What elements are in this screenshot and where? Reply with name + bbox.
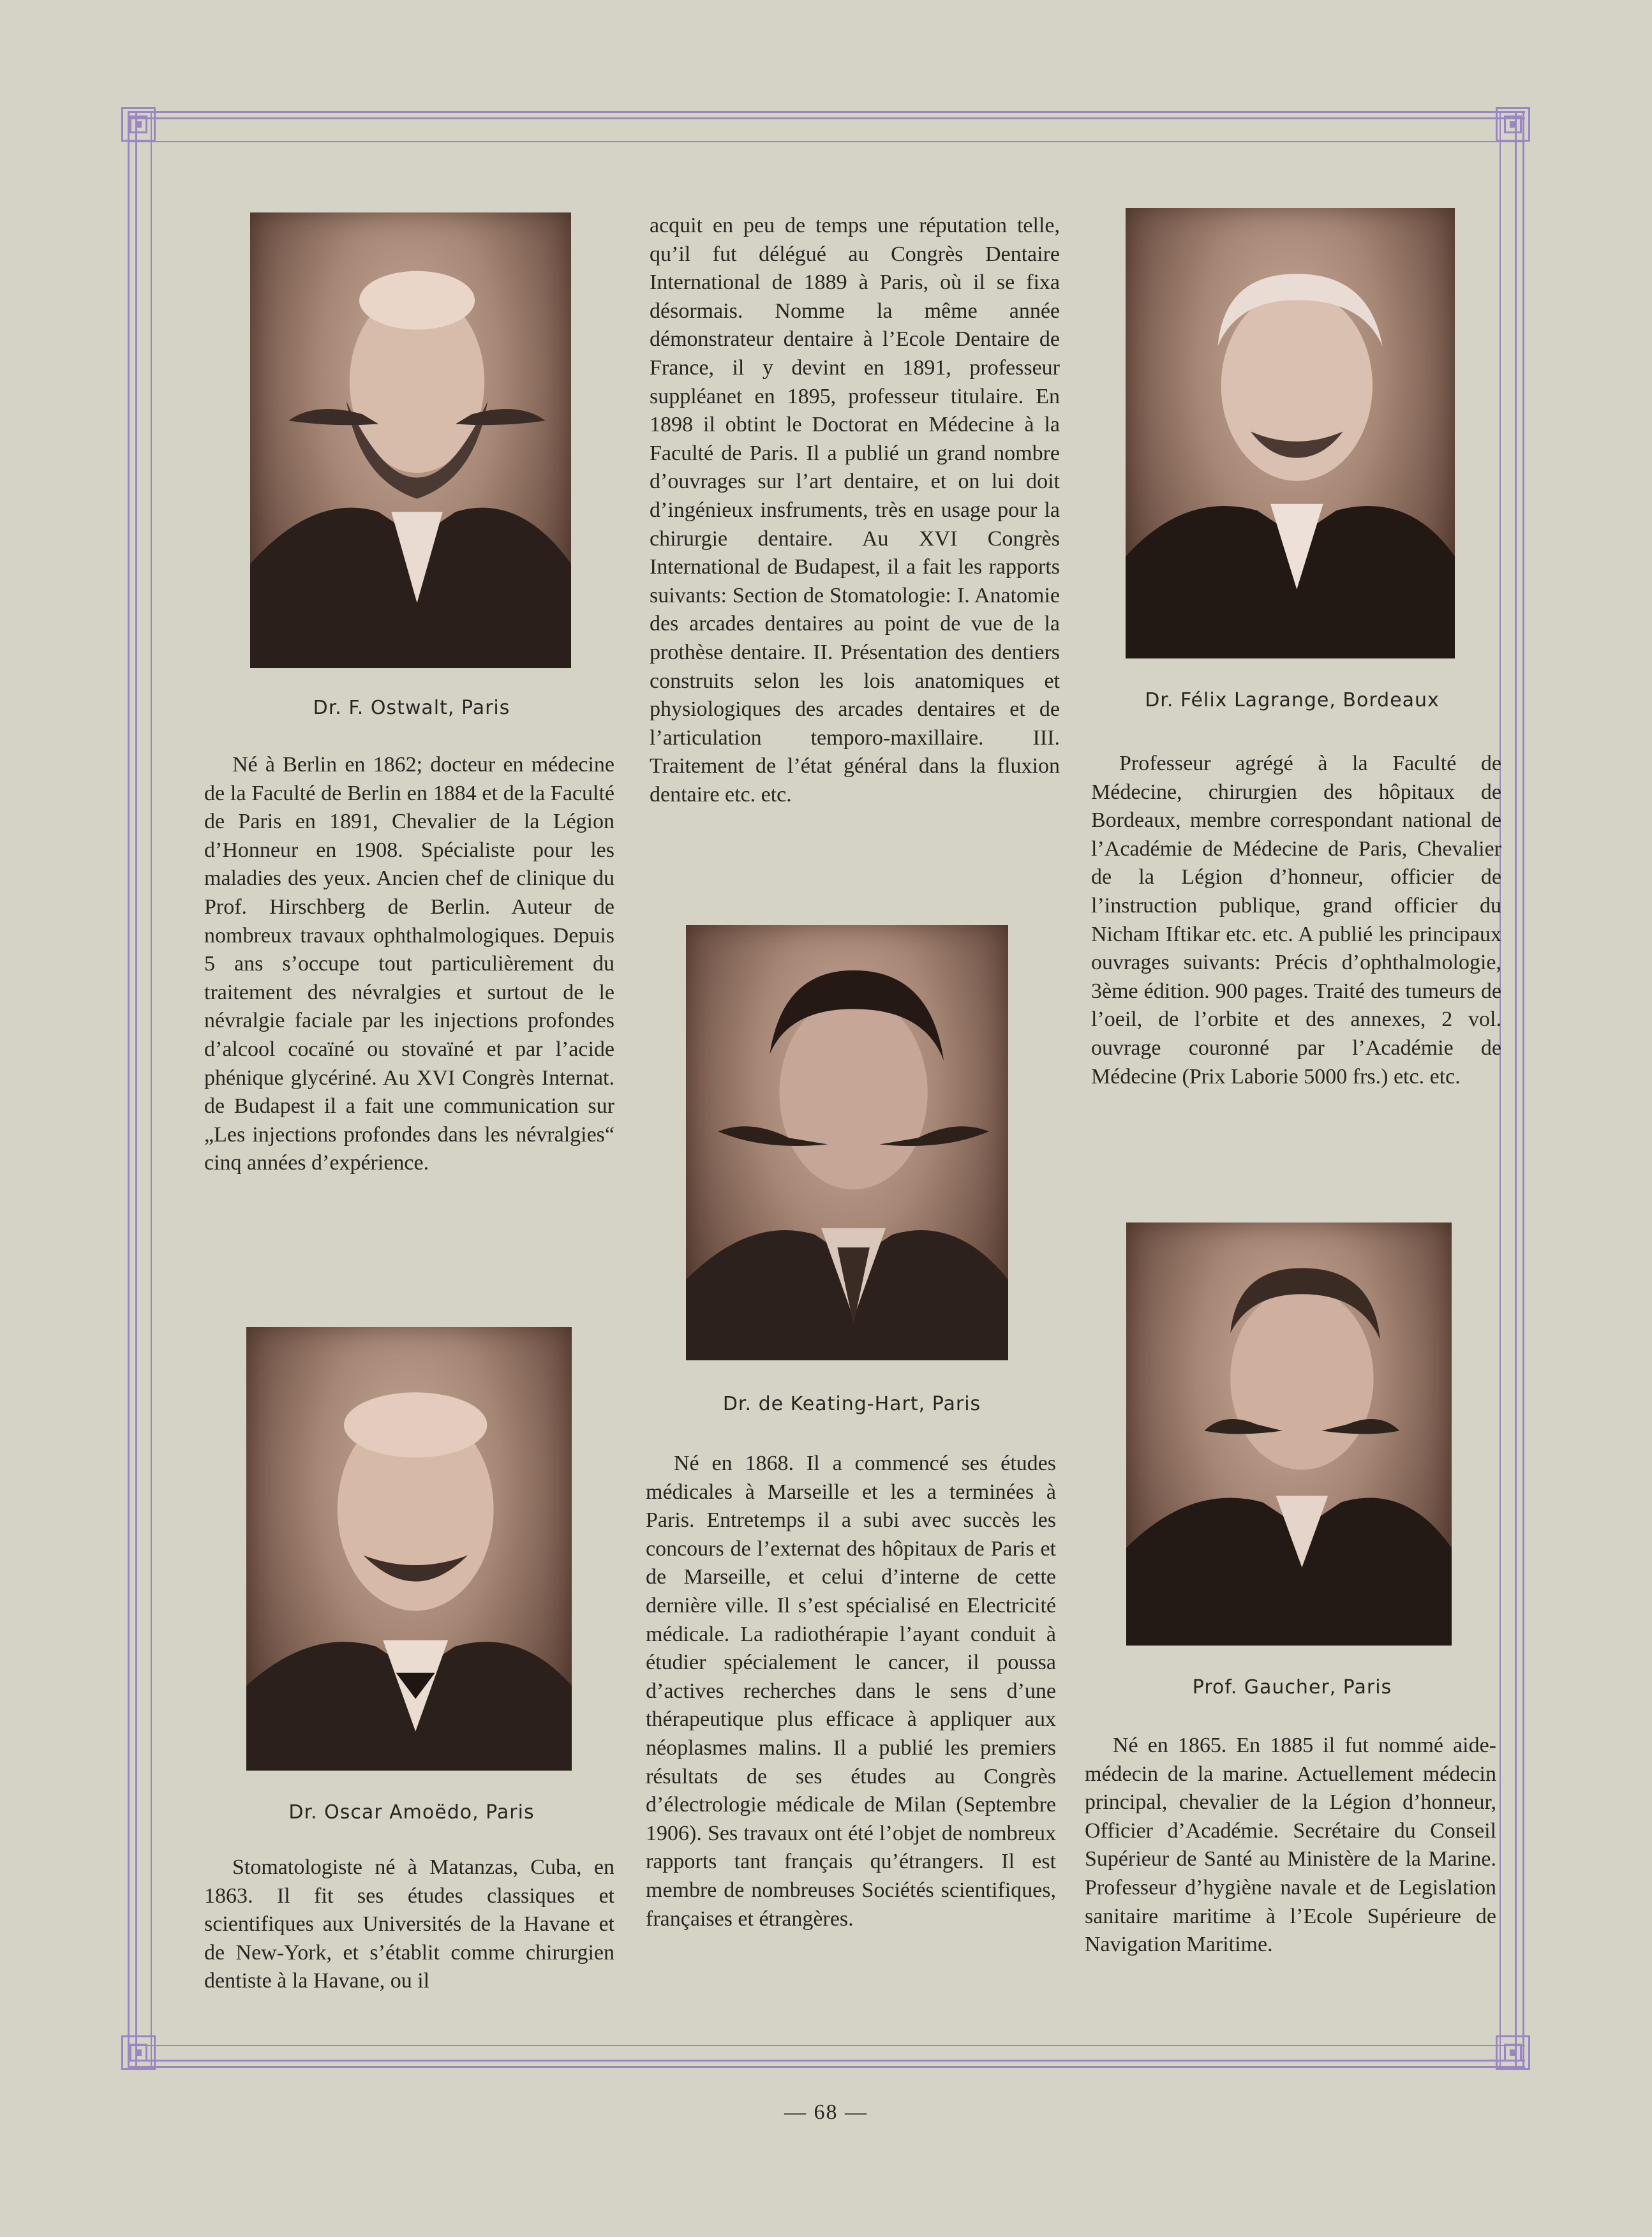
portrait-photo-amoedo [246, 1327, 572, 1771]
caption-lagrange: Dr. Félix Lagrange, Bordeaux [1145, 689, 1440, 711]
portrait-photo-lagrange [1126, 208, 1455, 658]
bio-text-amoedo: Stomatologiste né à Matanzas, Cuba, en 1863. Il fit ses études classiques et scientifiques aux Universités de la Havane et de New-York, et s’établit comme chirurgien dentiste à la Havane, ou il [204, 1855, 614, 1993]
bio-text-lagrange: Professeur agrégé à la Faculté de Médecine, chirurgien des hôpitaux de Bordeaux, membre correspondant national de l’Académie de Médecine de Paris, Chevalier de la Légion d’honneur, officier de l’instruction publique, grand officier du Nicham Iftikar etc. etc. A publié les principaux ouvrages suivants: Précis d’ophthalmologie, 3ème édition. 900 pages. Traité des tumeurs de l’oeil, de l’orbite et des annexes, 2 vol. ouvrage couronné par l’Académie de Médecine (Prix Laborie 5000 frs.) etc. etc. [1091, 752, 1501, 1089]
bio-text-gaucher: Né en 1865. En 1885 il fut nommé aide-médecin de la marine. Actuellement médecin principal, chevalier de la Légion d’honneur, Officier d’Académie. Secrétaire du Conseil Supérieur de Santé au Ministère de la Marine. Professeur d’hygiène navale et de Legislation sanitaire maritime à l’Ecole Supérieure de Navigation Maritime. [1085, 1734, 1496, 1957]
portrait-photo-ostwalt [250, 212, 571, 668]
bio-text-keating-hart: Né en 1868. Il a commencé ses études médicales à Marseille et les a terminées à Paris. Entretemps il a subi avec succès les concours de l’externat des hôpitaux de Paris et de Marseille, et celui d’interne de cette dernière ville. Il s’est spécialisé en Electricité médicale. La radiothérapie l’ayant conduit à étudier spécialement le cancer, il poussa d’actives recherches dans le sens d’une thérapeutique plus efficace à appliquer aux néoplasmes malins. Il a publié les premiers résultats de ses études au Congrès d’électrologie médicale de Milan (Septembre 1906). Ses travaux ont été l’objet de nombreux rapports tant français qu’étrangers. Il est membre de nombreuses Sociétés scientifiques, françaises et étrangères. [646, 1452, 1056, 1931]
portrait-photo-gaucher [1126, 1223, 1452, 1646]
caption-ostwalt: Dr. F. Ostwalt, Paris [313, 697, 510, 719]
caption-gaucher: Prof. Gaucher, Paris [1192, 1676, 1392, 1698]
portrait-photo-keating-hart [686, 925, 1008, 1360]
frame-corner-ornament [121, 107, 156, 142]
page-number: — 68 — [784, 2100, 868, 2124]
caption-amoedo: Dr. Oscar Amoëdo, Paris [288, 1801, 535, 1824]
frame-corner-ornament [1496, 107, 1530, 142]
frame-corner-ornament [121, 2035, 156, 2070]
caption-keating-hart: Dr. de Keating-Hart, Paris [722, 1393, 981, 1415]
bio-text-ostwalt: Né à Berlin en 1862; docteur en médecine de la Faculté de Berlin en 1884 et de la Faculté de Paris en 1891, Chevalier de la Légion d’Honneur en 1908. Spécialiste pour les maladies des yeux. Ancien chef de clinique du Prof. Hirschberg de Berlin. Auteur de nombreux travaux ophthalmologiques. Depuis 5 ans s’occupe tout particulièrement du traitement des névralgies et surtout de le névralgie faciale par les injections profondes d’alcool cocaïné ou stovaïné et par l’acide phénique glycériné. Au XVI Congrès Internat. de Budapest il a fait une communication sur „Les injections profondes dans les névralgies“ cinq années d’expérience. [204, 753, 614, 1175]
bio-text-amoedo-continuation: acquit en peu de temps une réputation telle, qu’il fut délégué au Congrès Dentaire International de 1889 à Paris, où il se fixa désormais. Nomme la même année démonstrateur dentaire à l’Ecole Dentaire de France, il y devint en 1891, professeur suppléanet en 1895, professeur titulaire. En 1898 il obtint le Doctorat en Médecine à la Faculté de Paris. Il a publié un grand nombre d’ouvrages sur l’art dentaire, et on lui doit d’ingénieux insfruments, très en usage pour la chirurgie dentaire. Au XVI Congrès International de Budapest, il a fait les rapports suivants: Section de Stomatologie: I. Anatomie des arcades dentaires au point de vue de la prothèse dentaire. II. Présentation des dentiers construits selon les lois anatomiques et physiologiques des arcades dentaires et de l’articulation temporo-maxillaire. III. Traitement de l’état général dans la fluxion dentaire etc. etc. [650, 214, 1060, 806]
frame-corner-ornament [1496, 2035, 1530, 2070]
